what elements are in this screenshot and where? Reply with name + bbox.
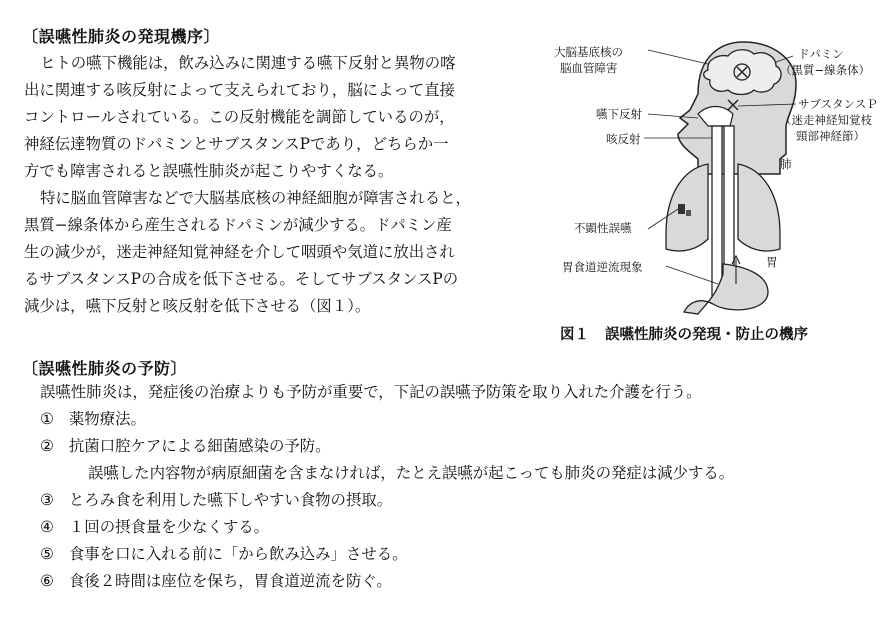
label-lung: 肺 <box>780 157 792 171</box>
label-stomach: 胃 <box>766 255 778 269</box>
text-line: 神経伝達物質のドパミンとサブスタンスPであり，どちらか一 <box>24 135 449 153</box>
text-line: 黒質−線条体から産生されるドパミンが減少する。ドパミン産 <box>24 216 452 234</box>
list-item <box>40 514 734 541</box>
item-text: とろみ食を利用した嚥下しやすい食物の摂取。 <box>68 491 393 509</box>
list-item <box>40 433 734 460</box>
label-swallow-reflex: 嚥下反射 <box>596 107 642 121</box>
item-text: 食後２時間は座位を保ち，胃食道逆流を防ぐ。 <box>68 572 392 590</box>
text-line: 出に関連する咳反射によって支えられており，脳によって直接 <box>24 81 455 99</box>
item-number: ⑤ <box>40 545 54 563</box>
label-dopamine-source: （黒質−線条体） <box>780 63 871 77</box>
figure-caption-number: 図１ <box>560 327 589 343</box>
list-item <box>40 568 734 595</box>
figure-caption <box>560 323 808 344</box>
prevention-heading: 〔誤嚥性肺炎の予防〕 <box>22 359 188 378</box>
item-number: ① <box>40 410 54 428</box>
list-item <box>40 487 734 514</box>
label-dopamine: ドパミン <box>798 47 844 61</box>
item-text: 食事を口に入れる前に「から飲み込み」させる。 <box>68 545 408 563</box>
mechanism-heading: 〔誤嚥性肺炎の発現機序〕 <box>22 27 221 46</box>
label-substance-p-source: （迷走神経知覚枝 <box>780 113 872 127</box>
text-line: るサブスタンスPの合成を低下させる。そしてサブスタンスPの <box>24 270 459 288</box>
stomach-outline <box>684 264 768 314</box>
item-text: １回の摂食量を少なくする。 <box>68 518 269 536</box>
mechanism-paragraph-1 <box>24 50 524 185</box>
text-line: 生の減少が，迷走神経知覚神経を介して咽頭や気道に放出され <box>24 243 455 261</box>
text-line: コントロールされている。この反射機能を調節しているのが， <box>24 108 455 126</box>
label-cerebrovascular: 脳血管障害 <box>560 61 618 75</box>
mechanism-paragraph-2 <box>24 185 524 320</box>
text-line: ヒトの嚥下機能は，飲み込みに関連する嚥下反射と異物の喀 <box>40 54 456 72</box>
left-lung <box>666 164 708 251</box>
item-number: ④ <box>40 518 54 536</box>
label-cough-reflex: 咳反射 <box>606 132 641 146</box>
label-substance-p: サブスタンスＰ <box>798 97 878 111</box>
prevention-note: 誤嚥した内容物が病原細菌を含まなければ，たとえ誤嚥が起こっても肺炎の発症は減少する。 <box>88 464 735 482</box>
item-text: 抗菌口腔ケアによる細菌感染の予防。 <box>68 437 331 455</box>
list-item <box>40 541 734 568</box>
label-cervical-ganglion: 頸部神経節） <box>796 129 865 143</box>
esophagus <box>724 126 734 266</box>
prevention-intro: 誤嚥性肺炎は，発症後の治療よりも予防が重要で，下記の誤嚥予防策を取り入れた介護を行う。 <box>40 383 702 401</box>
label-basal-ganglia: 大脳基底核の <box>554 45 623 59</box>
trachea <box>712 126 722 296</box>
right-lung <box>738 164 780 251</box>
text-line: 方でも障害されると誤嚥性肺炎が起こりやすくなる。 <box>24 162 394 180</box>
item-text: 薬物療法。 <box>68 410 146 428</box>
item-number: ② <box>40 437 54 455</box>
figure-1 <box>548 34 878 324</box>
text-line: 特に脳血管障害などで大脳基底核の神経細胞が障害されると， <box>40 189 471 207</box>
list-item <box>40 406 734 433</box>
label-gastroesophageal-reflux: 胃食道逆流現象 <box>562 260 643 274</box>
figure-caption-text: 誤嚥性肺炎の発現・防止の機序 <box>605 327 808 343</box>
prevention-list <box>40 382 734 595</box>
label-silent-aspiration: 不顕性誤嚥 <box>574 221 632 235</box>
text-line: 減少は，嚥下反射と咳反射を低下させる（図１）。 <box>24 297 371 315</box>
item-number: ③ <box>40 491 54 509</box>
item-number: ⑥ <box>40 572 54 590</box>
